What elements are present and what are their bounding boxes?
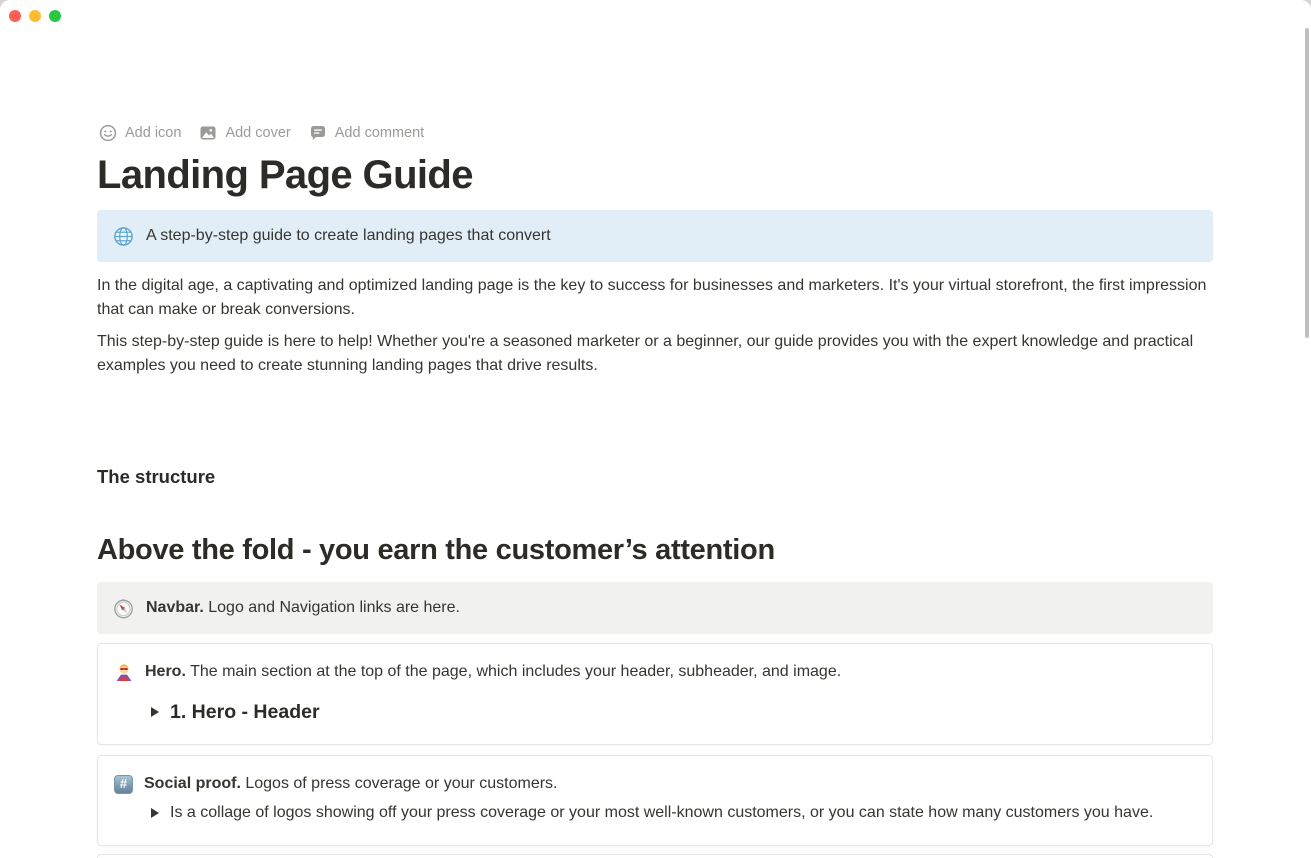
add-icon-button[interactable] — [99, 124, 181, 142]
hero-header-toggle[interactable] — [151, 700, 1196, 724]
intro-paragraph-2[interactable]: This step-by-step guide is here to help! Whether you're a seasoned marketer or a beginner, our guide provides you with the expert knowledge and practical examples you need to create stunning landing pages that drive results. — [97, 333, 1194, 374]
navbar-callout-text — [146, 599, 460, 617]
social-proof-toggle[interactable] — [151, 801, 1196, 825]
toggle-triangle-icon[interactable] — [151, 707, 159, 717]
minimize-window-button[interactable] — [29, 10, 41, 22]
social-proof-bold: Social proof. — [144, 775, 241, 792]
window-controls — [9, 10, 61, 22]
toggle-triangle-icon[interactable] — [151, 808, 159, 818]
hash-keycap-icon: # — [114, 775, 133, 794]
navbar-rest: Logo and Navigation links are here. — [203, 599, 460, 616]
hero-callout[interactable] — [114, 660, 1196, 684]
globe-icon — [113, 226, 134, 247]
page-content — [97, 0, 1213, 858]
picture-icon — [199, 124, 217, 142]
structure-subheading[interactable]: The structure — [97, 466, 216, 487]
social-proof-callout[interactable] — [114, 772, 1196, 796]
social-proof-section-block — [97, 755, 1213, 846]
add-comment-button[interactable] — [309, 124, 424, 142]
intro-paragraph-1[interactable]: In the digital age, a captivating and optimized landing page is the key to success for businesses and marketers. It's your virtual storefront, the first impression that can make or break conversions. — [97, 277, 1207, 318]
comment-icon — [309, 124, 327, 142]
compass-icon — [113, 598, 134, 619]
navbar-callout[interactable] — [97, 582, 1213, 634]
social-proof-text — [144, 772, 558, 796]
social-proof-rest: Logos of press coverage or your customers. — [240, 775, 558, 792]
above-the-fold-heading[interactable]: Above the fold - you earn the customer’s attention — [97, 534, 775, 566]
next-section-block-partial — [97, 854, 1213, 858]
add-cover-label: Add cover — [225, 125, 291, 141]
hero-bold: Hero. — [145, 663, 186, 680]
hero-header-toggle-label: 1. Hero - Header — [170, 701, 320, 723]
hero-callout-text — [145, 660, 841, 684]
superhero-icon — [114, 662, 134, 682]
page-decoration-controls — [97, 121, 1213, 145]
intro-callout[interactable] — [97, 210, 1213, 262]
add-cover-button[interactable] — [199, 124, 290, 142]
social-proof-toggle-label: Is a collage of logos showing off your press coverage or your most well-known customers, or you can state how many customers you have. — [170, 804, 1154, 821]
close-window-button[interactable] — [9, 10, 21, 22]
hero-rest: The main section at the top of the page, which includes your header, subheader, and image. — [185, 663, 842, 680]
page-title[interactable]: Landing Page Guide — [97, 153, 473, 197]
navbar-bold: Navbar. — [146, 599, 204, 616]
add-icon-label: Add icon — [125, 125, 182, 141]
zoom-window-button[interactable] — [49, 10, 61, 22]
vertical-scrollbar[interactable] — [1305, 28, 1309, 338]
smiley-icon — [99, 124, 117, 142]
intro-callout-text: A step-by-step guide to create landing pages that convert — [146, 227, 551, 244]
add-comment-label: Add comment — [334, 125, 425, 141]
hero-section-block — [97, 643, 1213, 745]
